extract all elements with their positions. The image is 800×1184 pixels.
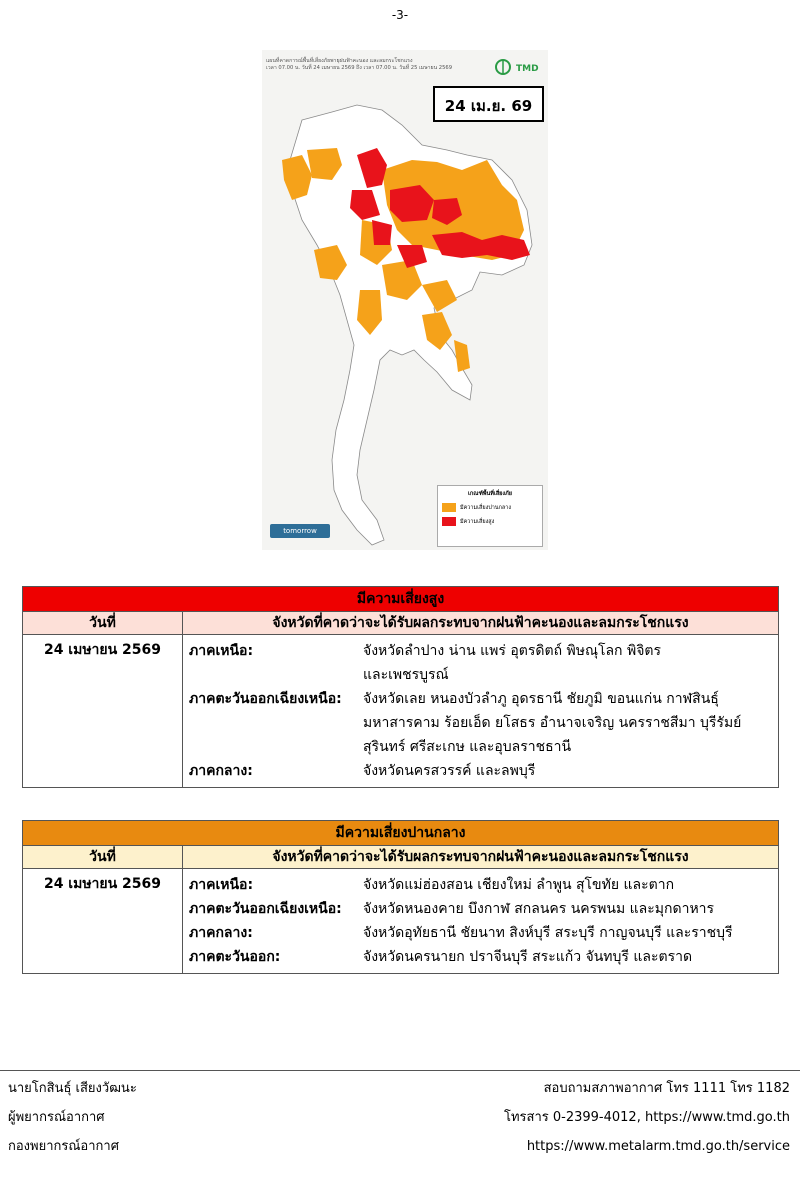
footer-right [504, 1074, 790, 1161]
thailand-map [262, 50, 548, 550]
table-date-cell: 24 เมษายน 2569 [23, 635, 183, 788]
region-label: ภาคเหนือ: [189, 877, 254, 893]
province-line: และเพชรบูรณ์ [363, 667, 449, 683]
page-number: -3- [391, 8, 409, 22]
table-date-cell: 24 เมษายน 2569 [23, 869, 183, 974]
map-header [266, 58, 501, 72]
table-row [183, 687, 778, 759]
forecaster-title: ผู้พยากรณ์อากาศ [8, 1110, 105, 1125]
table-row [183, 921, 778, 945]
table-row [183, 897, 778, 921]
legend-title: เกณฑ์พื้นที่เสี่ยงภัย [468, 491, 512, 497]
high-risk-table [22, 586, 779, 788]
tmd-logo-text: TMD [516, 64, 539, 74]
region-label: ภาคกลาง: [189, 925, 253, 941]
region-label: ภาคกลาง: [189, 763, 253, 779]
table-provinces-cell [183, 869, 779, 974]
map-legend [437, 485, 543, 547]
forecaster-division: กองพยากรณ์อากาศ [8, 1139, 119, 1154]
province-line: จังหวัดลำปาง น่าน แพร่ อุตรดิตถ์ พิษณุโลก พิจิตร [363, 643, 662, 659]
province-line: จังหวัดเลย หนองบัวลำภู อุดรธานี ชัยภูมิ ขอนแก่น กาฬสินธุ์ [363, 691, 719, 707]
footer-left [8, 1074, 137, 1161]
legend-item-high [442, 517, 538, 526]
contact-phone: สอบถามสภาพอากาศ โทร 1111 โทร 1182 [543, 1081, 790, 1096]
risk-map [262, 50, 548, 550]
forecaster-name: นายโกสินธุ์ เสียงวัฒนะ [8, 1081, 137, 1096]
province-line: จังหวัดนครนายก ปราจีนบุรี สระแก้ว จันทบุรี และตราด [363, 949, 693, 965]
map-date-label: 24 เม.ย. 69 [433, 86, 544, 122]
medium-risk-table [22, 820, 779, 974]
region-label: ภาคตะวันออกเฉียงเหนือ: [189, 691, 342, 707]
contact-fax-link[interactable]: โทรสาร 0-2399-4012, https://www.tmd.go.th [504, 1110, 790, 1125]
province-line: จังหวัดแม่ฮ่องสอน เชียงใหม่ ลำพูน สุโขทัย และตาก [363, 877, 675, 893]
legend-label: มีความเสี่ยงปานกลาง [460, 504, 512, 511]
tmd-logo-icon [494, 58, 512, 76]
legend-swatch-orange [442, 503, 456, 512]
column-header-date: วันที่ [23, 612, 183, 635]
tomorrow-badge: tomorrow [270, 524, 330, 538]
map-header-line: เวลา 07.00 น. วันที่ 24 เมษายน 2569 ถึง เวลา 07.00 น. วันที่ 25 เมษายน 2569 [266, 65, 452, 71]
region-label: ภาคเหนือ: [189, 643, 254, 659]
province-line: สุรินทร์ ศรีสะเกษ และอุบลราชธานี [363, 739, 572, 755]
province-line: จังหวัดนครสวรรค์ และลพบุรี [363, 763, 536, 779]
province-list [363, 639, 778, 687]
map-header-line: แผนที่คาดการณ์พื้นที่เสี่ยงภัยพายุฝนฟ้าคะนอง และลมกระโชกแรง [266, 58, 413, 64]
column-header-provinces: จังหวัดที่คาดว่าจะได้รับผลกระทบจากฝนฟ้าคะนองและลมกระโชกแรง [183, 846, 779, 869]
contact-service-link[interactable]: https://www.metalarm.tmd.go.th/service [526, 1139, 790, 1154]
province-line: จังหวัดหนองคาย บึงกาฬ สกลนคร นครพนม และมุกดาหาร [363, 901, 715, 917]
region-label: ภาคตะวันออก: [189, 949, 281, 965]
footer-divider [0, 1070, 800, 1071]
column-header-date: วันที่ [23, 846, 183, 869]
table-provinces-cell [183, 635, 779, 788]
table-row [183, 873, 778, 897]
province-list [363, 687, 778, 759]
table-row [183, 759, 778, 783]
province-line: มหาสารคาม ร้อยเอ็ด ยโสธร อำนาจเจริญ นครราชสีมา บุรีรัมย์ [363, 715, 742, 731]
region-label: ภาคตะวันออกเฉียงเหนือ: [189, 901, 342, 917]
high-risk-title: มีความเสี่ยงสูง [23, 587, 779, 612]
legend-label: มีความเสี่ยงสูง [460, 518, 495, 525]
medium-risk-title: มีความเสี่ยงปานกลาง [23, 821, 779, 846]
province-list [363, 759, 778, 783]
column-header-provinces: จังหวัดที่คาดว่าจะได้รับผลกระทบจากฝนฟ้าคะนองและลมกระโชกแรง [183, 612, 779, 635]
legend-swatch-red [442, 517, 456, 526]
province-line: จังหวัดอุทัยธานี ชัยนาท สิงห์บุรี สระบุรี กาญจนบุรี และราชบุรี [363, 925, 733, 941]
table-row [183, 945, 778, 969]
legend-item-medium [442, 503, 538, 512]
table-row [183, 639, 778, 687]
